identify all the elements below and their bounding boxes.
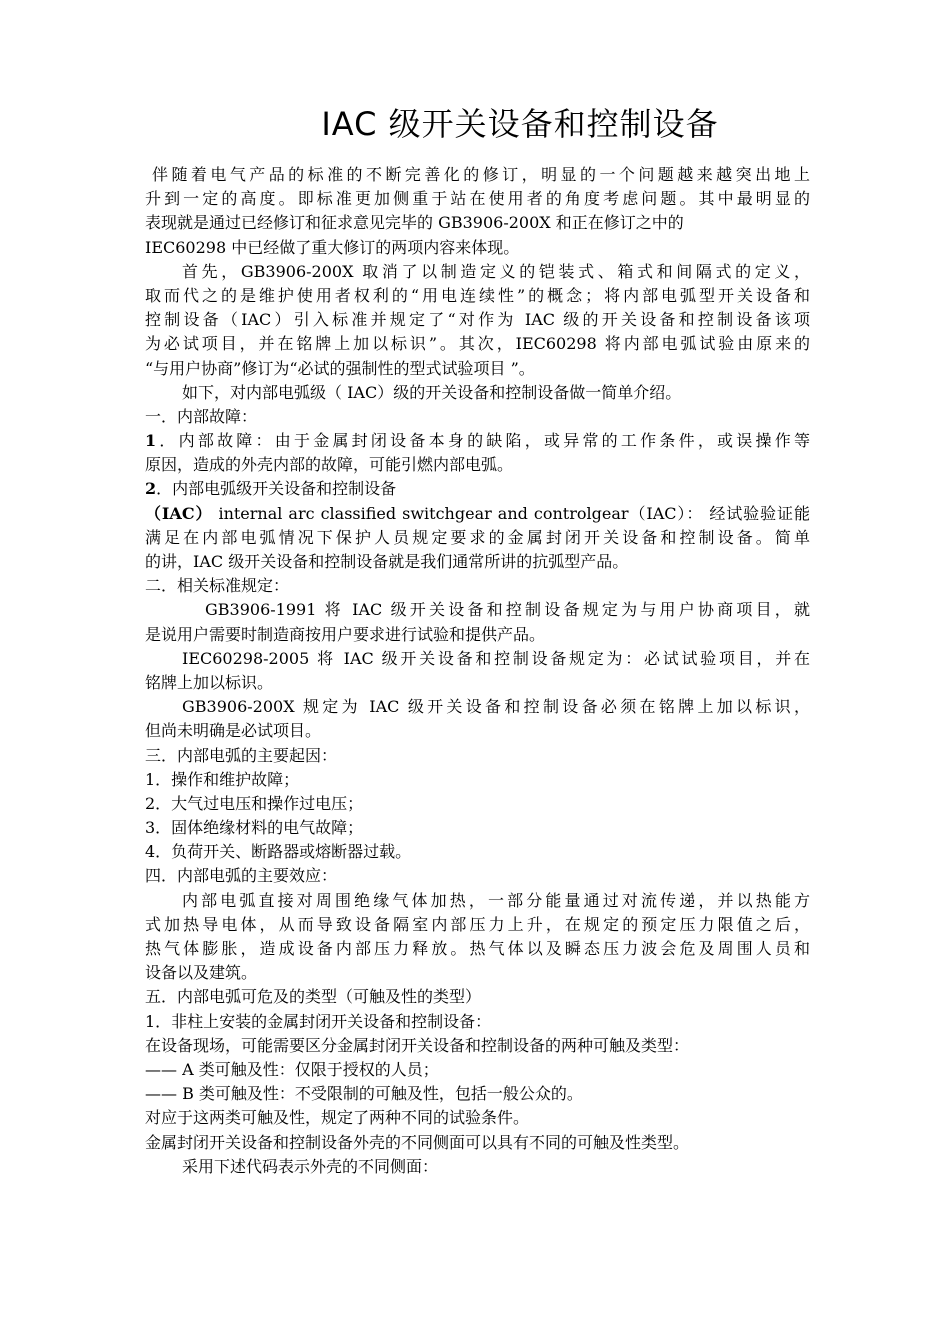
section-heading: 三．内部电弧的主要起因： <box>145 745 338 765</box>
paragraph-line: 采用下述代码表示外壳的不同侧面： <box>182 1156 439 1176</box>
paragraph-line: 在设备现场，可能需要区分金属封闭开关设备和控制设备的两种可触及类型： <box>145 1035 690 1055</box>
paragraph-line: 式加热导电体，从而导致设备隔室内部压力上升，在规定的预定压力限值之后， <box>145 914 810 934</box>
paragraph-line: 满足在内部电弧情况下保护人员规定要求的金属封闭开关设备和控制设备。简单 <box>145 527 810 547</box>
paragraph-line: IEC60298-2005 将 IAC 级开关设备和控制设备规定为：必试试验项目，并在 <box>182 648 810 668</box>
paragraph-line <box>145 429 810 453</box>
section-heading: 四．内部电弧的主要效应： <box>145 866 338 886</box>
paragraph-line: 如下，对内部电弧级（ IAC）级的开关设备和控制设备做一简单介绍。 <box>182 382 682 402</box>
paragraph-line: 首先，GB3906-200X 取消了以制造定义的铠装式、箱式和间隔式的定义， <box>182 261 810 281</box>
list-item: 3．固体绝缘材料的电气故障； <box>145 818 364 838</box>
item-text: ．内部故障：由于金属封闭设备本身的缺陷，或异常的工作条件，或误操作等 <box>156 431 810 451</box>
paragraph-line: 原因，造成的外壳内部的故障，可能引燃内部电弧。 <box>145 455 514 475</box>
term-definition: internal arc classified switchgear and controlgear（IAC）： 经试验验证能 <box>212 503 810 523</box>
paragraph-line <box>145 477 810 501</box>
paragraph-line: GB3906-1991 将 IAC 级开关设备和控制设备规定为与用户协商项目，就 <box>205 600 810 620</box>
paragraph-line: 对应于这两类可触及性，规定了两种不同的试验条件。 <box>145 1108 530 1128</box>
section-heading: 二．相关标准规定： <box>145 576 290 596</box>
section-heading: 五．内部电弧可危及的类型（可触及性的类型） <box>145 987 482 1007</box>
list-item: 1．非柱上安装的金属封闭开关设备和控制设备： <box>145 1011 492 1031</box>
paragraph-line: 表现就是通过已经修订和征求意见完毕的 GB3906-200X 和正在修订之中的 <box>145 213 684 233</box>
paragraph-line: 铭牌上加以标识。 <box>145 672 274 692</box>
paragraph-line: 的讲，IAC 级开关设备和控制设备就是我们通常所讲的抗弧型产品。 <box>145 552 629 571</box>
paragraph-line: 设备以及建筑。 <box>145 963 258 983</box>
paragraph-line: IEC60298 中已经做了重大修订的两项内容来体现。 <box>145 237 520 257</box>
list-item: —— A 类可触及性：仅限于授权的人员； <box>145 1059 439 1079</box>
list-item: 4．负荷开关、断路器或熔断器过载。 <box>145 842 412 862</box>
list-item: —— B 类可触及性：不受限制的可触及性，包括一般公众的。 <box>145 1084 583 1104</box>
item-number: 1 <box>145 431 157 451</box>
paragraph-line: 伴随着电气产品的标准的不断完善化的修订，明显的一个问题越来越突出地上 <box>152 165 810 184</box>
paragraph-line <box>145 502 810 526</box>
term-abbreviation: （IAC） <box>145 503 213 523</box>
paragraph-line: 内部电弧直接对周围绝缘气体加热，一部分能量通过对流传递，并以热能方 <box>182 890 810 910</box>
paragraph-line: 为必试项目，并在铭牌上加以标识”。其次，IEC60298 将内部电弧试验由原来的 <box>145 334 810 354</box>
paragraph-line: 但尚未明确是必试项目。 <box>145 721 322 741</box>
paragraph-line: 升到一定的高度。即标准更加侧重于站在使用者的角度考虑问题。其中最明显的 <box>145 189 810 209</box>
paragraph-line: “与用户协商”修订为“必试的强制性的型式试验项目 ”。 <box>145 358 535 378</box>
document-title: IAC 级开关设备和控制设备 <box>321 105 719 143</box>
item-text: ．内部电弧级开关设备和控制设备 <box>156 479 397 499</box>
paragraph-line: 控制设备（IAC）引入标准并规定了“对作为 IAC 级的开关设备和控制设备该项 <box>145 310 810 330</box>
document-body <box>145 163 810 1179</box>
section-heading: 一．内部故障： <box>145 406 258 426</box>
paragraph-line: 热气体膨胀，造成设备内部压力释放。热气体以及瞬态压力波会危及周围人员和 <box>145 939 810 958</box>
paragraph-line: 金属封闭开关设备和控制设备外壳的不同侧面可以具有不同的可触及性类型。 <box>145 1132 690 1152</box>
list-item: 1．操作和维护故障； <box>145 769 300 789</box>
list-item: 2．大气过电压和操作过电压； <box>145 793 364 813</box>
item-number: 2 <box>145 479 157 499</box>
paragraph-line: 取而代之的是维护使用者权利的“用电连续性”的概念；将内部电弧型开关设备和 <box>145 285 810 305</box>
paragraph-line: 是说用户需要时制造商按用户要求进行试验和提供产品。 <box>145 624 546 644</box>
paragraph-line: GB3906-200X 规定为 IAC 级开关设备和控制设备必须在铭牌上加以标识， <box>182 697 810 717</box>
